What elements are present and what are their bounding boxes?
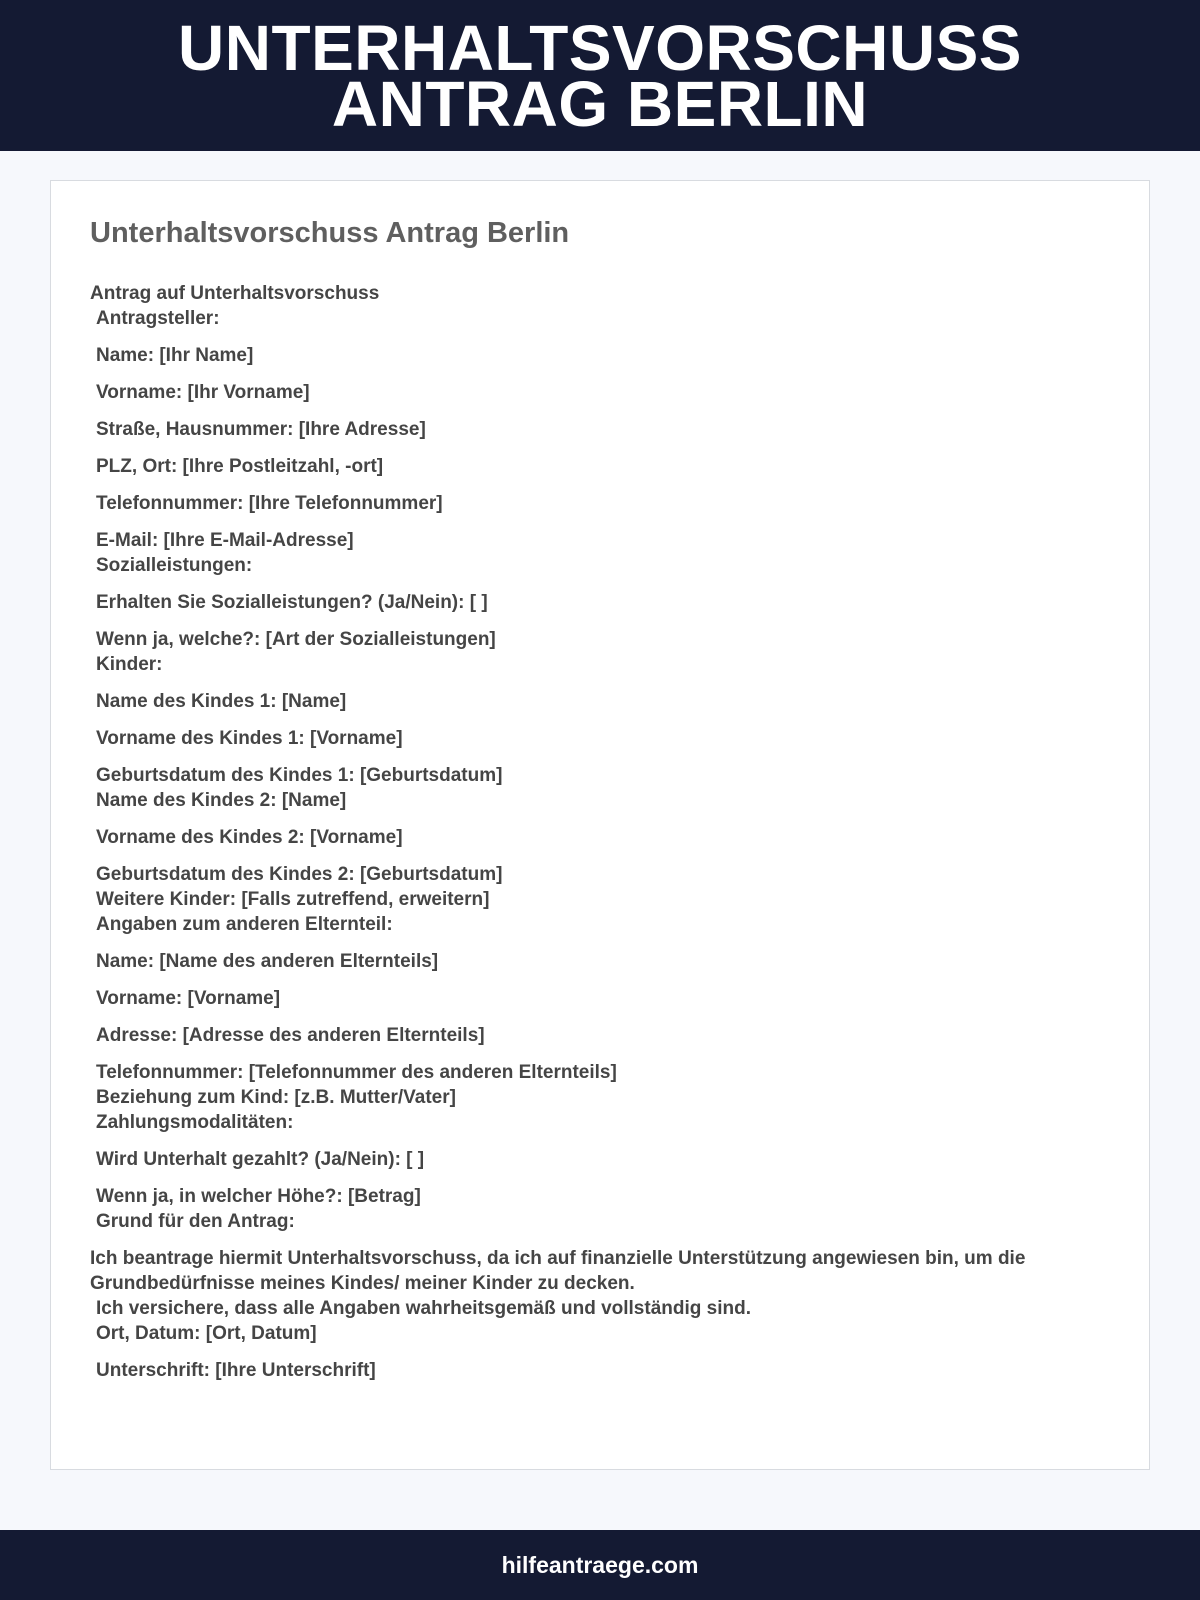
document-line: Kinder: bbox=[96, 654, 163, 675]
document-line: Ich versichere, dass alle Angaben wahrheitsgemäß und vollständig sind. bbox=[96, 1298, 751, 1319]
document-line: Erhalten Sie Sozialleistungen? (Ja/Nein): [ ] bbox=[96, 592, 488, 613]
document-line: Wenn ja, welche?: [Art der Sozialleistungen] bbox=[96, 629, 496, 650]
document-line: PLZ, Ort: [Ihre Postleitzahl, -ort] bbox=[96, 456, 384, 477]
page-banner bbox=[0, 0, 1200, 151]
document-line: Vorname: [Ihr Vorname] bbox=[96, 382, 310, 403]
line-spacer bbox=[90, 331, 1100, 343]
line-spacer bbox=[90, 442, 1100, 454]
document-line: Wenn ja, in welcher Höhe?: [Betrag] bbox=[96, 1186, 421, 1207]
line-spacer bbox=[90, 850, 1100, 862]
document-line: Weitere Kinder: [Falls zutreffend, erweitern] bbox=[96, 889, 490, 910]
banner-title-line-1: UNTERHALTSVORSCHUSS bbox=[178, 11, 1022, 84]
line-spacer bbox=[90, 714, 1100, 726]
document-body bbox=[90, 281, 1100, 1383]
page-footer bbox=[0, 1530, 1200, 1600]
document-line: Ich beantrage hiermit Unterhaltsvorschuss, da ich auf finanzielle Unterstützung angewiesen bin, um die Grundbedürfnisse meines Kindes/ meiner Kinder zu decken. bbox=[90, 1248, 1026, 1294]
document-line: Angaben zum anderen Elternteil: bbox=[96, 914, 393, 935]
footer-site-link[interactable]: hilfeantraege.com bbox=[501, 1551, 699, 1578]
banner-title-line-2: ANTRAG BERLIN bbox=[331, 67, 869, 140]
line-spacer bbox=[90, 368, 1100, 380]
document-line: Vorname des Kindes 1: [Vorname] bbox=[96, 728, 403, 749]
document-line: Geburtsdatum des Kindes 2: [Geburtsdatum] bbox=[96, 864, 503, 885]
document-line: Telefonnummer: [Telefonnummer des anderen Elternteils] bbox=[96, 1062, 617, 1083]
document-line: Vorname: [Vorname] bbox=[96, 988, 281, 1009]
document-line: Unterschrift: [Ihre Unterschrift] bbox=[96, 1360, 376, 1381]
line-spacer bbox=[90, 1172, 1100, 1184]
line-spacer bbox=[90, 516, 1100, 528]
document-line: Wird Unterhalt gezahlt? (Ja/Nein): [ ] bbox=[96, 1149, 425, 1170]
document-line: Grund für den Antrag: bbox=[96, 1211, 295, 1232]
document-card bbox=[50, 180, 1150, 1470]
line-spacer bbox=[90, 1135, 1100, 1147]
document-line: E-Mail: [Ihre E-Mail-Adresse] bbox=[96, 530, 354, 551]
document-line: Beziehung zum Kind: [z.B. Mutter/Vater] bbox=[96, 1087, 456, 1108]
line-spacer bbox=[90, 615, 1100, 627]
document-line: Straße, Hausnummer: [Ihre Adresse] bbox=[96, 419, 426, 440]
line-spacer bbox=[90, 405, 1100, 417]
document-title: Unterhaltsvorschuss Antrag Berlin bbox=[90, 217, 570, 249]
document-line: Name des Kindes 1: [Name] bbox=[96, 691, 347, 712]
document-line: Name: [Ihr Name] bbox=[96, 345, 254, 366]
line-spacer bbox=[90, 751, 1100, 763]
line-spacer bbox=[90, 974, 1100, 986]
line-spacer bbox=[90, 813, 1100, 825]
banner-title bbox=[178, 11, 1022, 140]
document-line: Vorname des Kindes 2: [Vorname] bbox=[96, 827, 403, 848]
line-spacer bbox=[90, 578, 1100, 590]
line-spacer bbox=[90, 1234, 1100, 1246]
document-line: Antragsteller: bbox=[96, 308, 220, 329]
document-line: Name: [Name des anderen Elternteils] bbox=[96, 951, 439, 972]
document-line: Antrag auf Unterhaltsvorschuss bbox=[90, 283, 380, 304]
document-line: Geburtsdatum des Kindes 1: [Geburtsdatum] bbox=[96, 765, 503, 786]
document-line: Adresse: [Adresse des anderen Elternteils] bbox=[96, 1025, 485, 1046]
document-line: Ort, Datum: [Ort, Datum] bbox=[96, 1323, 317, 1344]
document-line: Name des Kindes 2: [Name] bbox=[96, 790, 347, 811]
line-spacer bbox=[90, 677, 1100, 689]
line-spacer bbox=[90, 1346, 1100, 1358]
document-line: Zahlungsmodalitäten: bbox=[96, 1112, 294, 1133]
line-spacer bbox=[90, 1011, 1100, 1023]
line-spacer bbox=[90, 1048, 1100, 1060]
document-line: Sozialleistungen: bbox=[96, 555, 253, 576]
line-spacer bbox=[90, 479, 1100, 491]
document-line: Telefonnummer: [Ihre Telefonnummer] bbox=[96, 493, 443, 514]
line-spacer bbox=[90, 937, 1100, 949]
